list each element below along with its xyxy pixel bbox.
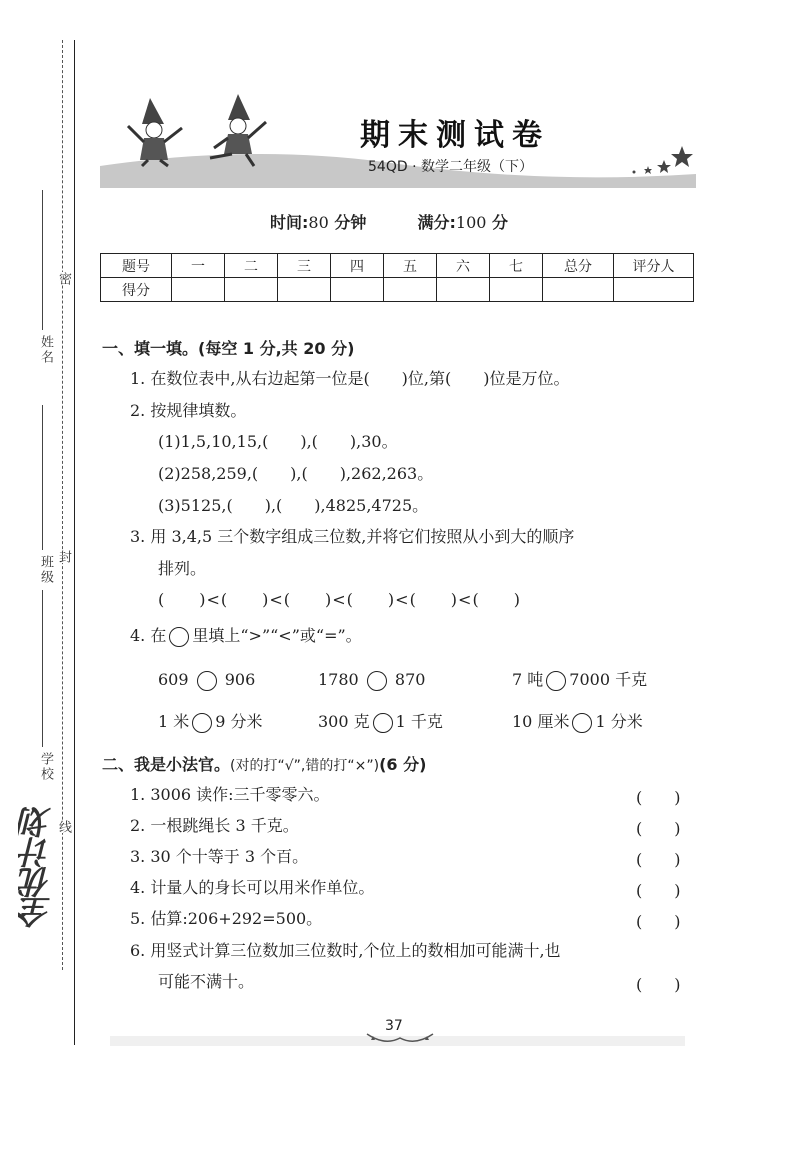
question-1-1: 1. 在数位表中,从右边起第一位是( )位,第( )位是万位。 [130,369,570,388]
star-icon [644,166,652,174]
score-input-cell[interactable] [543,278,614,302]
score-table [100,253,694,302]
section1-heading [102,336,354,359]
question-1-2-1: (1)1,5,10,15,( ),( ),30。 [158,432,398,451]
margin-border [74,40,75,1045]
compare-item [158,670,255,691]
time-value: 80 [308,213,329,232]
name-label: 姓名 [38,335,53,365]
table-header-cell: 四 [331,254,384,278]
class-label: 班级 [38,555,53,585]
score-input-cell[interactable] [172,278,225,302]
answer-paren[interactable]: ( ) [636,788,681,807]
circle-icon [169,627,189,647]
seal-xian: 线 [56,820,71,833]
compare-left: 1 米 [158,712,190,731]
question-1-4-post: 里填上“>”“<”或“=”。 [192,626,362,645]
compare-right: 9 分米 [215,712,263,731]
brand-logo: 全优计划 [18,808,56,928]
table-header-cell: 评分人 [614,254,694,278]
seal-mi: 密 [56,272,71,285]
judge-item: 1. 3006 读作:三千零零六。 [130,785,330,804]
compare-item [512,670,647,691]
compare-left: 10 厘米 [512,712,570,731]
exam-time-score [270,210,508,233]
score-value: 100 [455,213,487,232]
star-dot [633,171,636,174]
question-1-3-cont: 排列。 [158,559,207,578]
time-label: 时间: [270,213,309,232]
table-header-cell: 三 [278,254,331,278]
compare-item [318,670,425,691]
section2-title: 二、我是小法官。 [102,755,231,774]
time-unit: 分钟 [334,213,367,232]
section1-score: (每空 1 分,共 20 分) [198,339,355,358]
table-row [101,254,694,278]
school-field [42,590,43,747]
compare-left: 7 吨 [512,670,544,689]
score-input-cell[interactable] [437,278,490,302]
compare-right: 870 [394,670,426,689]
compare-right: 7000 千克 [569,670,648,689]
compare-item [158,712,263,733]
compare-left: 300 克 [318,712,370,731]
exam-title: 期末测试卷 [360,118,550,153]
judge-item: 5. 估算:206+292=500。 [130,909,323,928]
table-row [101,278,694,302]
table-header-cell: 五 [384,254,437,278]
question-1-2-2: (2)258,259,( ),( ),262,263。 [158,464,434,483]
compare-circle[interactable] [192,713,212,733]
section2-score: (6 分) [379,755,427,774]
section2-note: (对的打“√”,错的打“×”) [230,758,380,774]
question-1-3-answer: ( )<( )<( )<( )<( )<( ) [158,590,521,609]
class-field [42,405,43,550]
judge-item: 4. 计量人的身长可以用米作单位。 [130,878,375,897]
school-label: 学校 [38,752,53,782]
table-header-cell: 七 [490,254,543,278]
table-header-cell: 二 [225,254,278,278]
compare-circle[interactable] [572,713,592,733]
compare-item [512,712,643,733]
question-1-4-pre: 4. 在 [130,626,167,645]
answer-paren[interactable]: ( ) [636,819,681,838]
answer-paren[interactable]: ( ) [636,912,681,931]
question-1-2-3: (3)5125,( ),( ),4825,4725。 [158,496,429,515]
table-header-cell: 总分 [543,254,614,278]
table-header-cell: 六 [437,254,490,278]
answer-paren[interactable]: ( ) [636,850,681,869]
question-1-3: 3. 用 3,4,5 三个数字组成三位数,并将它们按照从小到大的顺序 [130,527,575,546]
score-input-cell[interactable] [490,278,543,302]
judge-item: 3. 30 个十等于 3 个百。 [130,847,309,866]
compare-circle[interactable] [197,671,217,691]
star-icon [657,160,671,173]
score-input-cell[interactable] [614,278,694,302]
answer-paren[interactable]: ( ) [636,975,681,994]
judge-item: 6. 用竖式计算三位数加三位数时,个位上的数相加可能满十,也 [130,941,561,960]
compare-right: 906 [224,670,256,689]
score-input-cell[interactable] [331,278,384,302]
score-label: 满分: [417,213,456,232]
judge-item: 2. 一根跳绳长 3 千克。 [130,816,299,835]
score-unit: 分 [492,213,509,232]
compare-item [318,712,443,733]
compare-left: 1780 [318,670,359,689]
question-1-2: 2. 按规律填数。 [130,401,247,420]
seal-feng: 封 [56,550,71,563]
compare-right: 1 分米 [595,712,643,731]
star-icon [671,146,693,167]
compare-right: 1 千克 [395,712,443,731]
compare-circle[interactable] [367,671,387,691]
judge-item-cont: 可能不满十。 [158,972,255,991]
score-input-cell[interactable] [278,278,331,302]
table-header-cell: 一 [172,254,225,278]
name-field [42,190,43,330]
compare-circle[interactable] [373,713,393,733]
page-number: 37 [385,1018,403,1034]
answer-paren[interactable]: ( ) [636,881,681,900]
score-input-cell[interactable] [384,278,437,302]
table-header-cell: 题号 [101,254,172,278]
compare-circle[interactable] [546,671,566,691]
score-input-cell[interactable] [225,278,278,302]
section2-heading [102,752,426,775]
exam-subtitle: 54QD · 数学二年级（下） [368,159,533,175]
question-1-4 [130,626,362,647]
witch-figure-1-icon [128,98,182,166]
compare-left: 609 [158,670,189,689]
table-cell: 得分 [101,278,172,302]
section1-title: 一、填一填。 [102,339,199,358]
